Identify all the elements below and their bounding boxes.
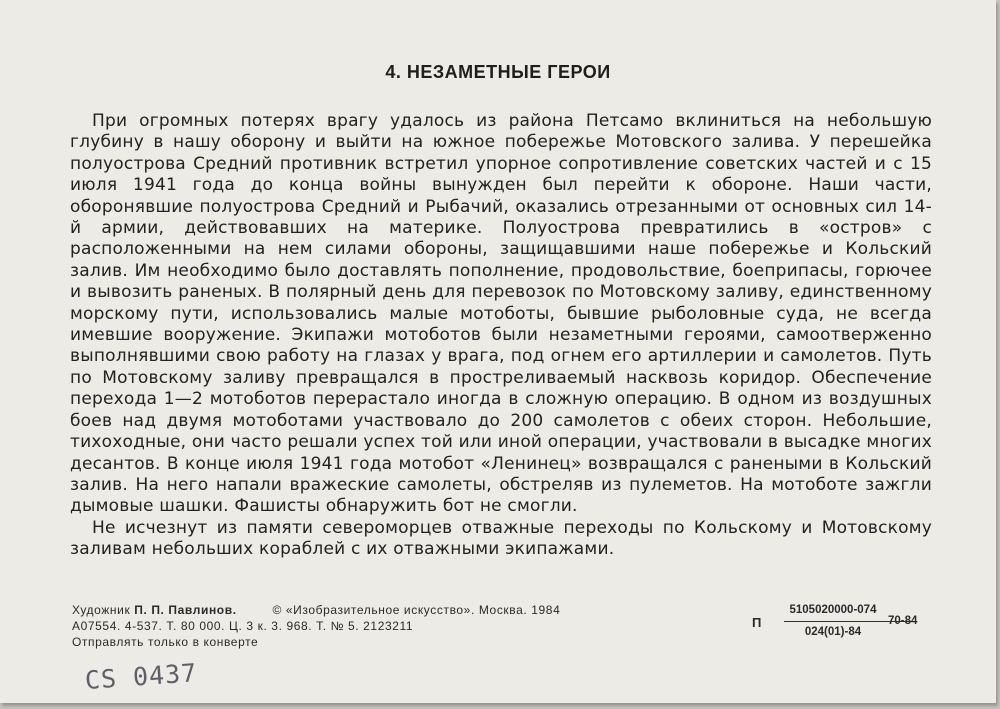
print-codes: А07554. 4-537. Т. 80 000. Ц. 3 к. 3. 968. Т. № 5. 2123211 bbox=[72, 619, 414, 633]
artist-label: Художник bbox=[72, 603, 131, 617]
imprint-block bbox=[72, 602, 712, 650]
heading: 4. НЕЗАМЕТНЫЕ ГЕРОИ bbox=[385, 62, 611, 82]
mailing-note: Отправлять только в конверте bbox=[72, 635, 259, 649]
index-numerator: 5105020000-074 bbox=[789, 604, 877, 616]
index-denominator: 024(01)-84 bbox=[804, 626, 862, 638]
publisher: © «Изобразительное искусство». Москва. 1984 bbox=[272, 603, 561, 617]
body-text bbox=[70, 111, 932, 561]
price-code: 70-84 bbox=[888, 615, 918, 627]
artist-name: П. П. Павлинов. bbox=[134, 603, 237, 617]
paragraph-closing: Не исчезнут из памяти североморцев отважные переходы по Кольскому и Мотовскому заливам небольших кораблей с их отважными экипажами. bbox=[70, 517, 932, 560]
imprint-row-artist bbox=[72, 602, 712, 618]
index-letter: П bbox=[752, 615, 762, 630]
paragraph-main: При огромных потерях врагу удалось из района Петсамо вклиниться на небольшую глубину в нашу оборону и выйти на южное побережье Мотовского залива. У перешейка полуострова Средний противник встретил упорное сопротивление советских частей и с 15 июля 1941 года до конца войны вынужден был перейти к обороне. Наши части, оборонявшие полуострова Средний и Рыбачий, оказались отрезанными от основных сил 14-й армии, действовавших на материке. Полуострова превратились в «остров» с расположенными на нем силами обороны, защищавшими наше побережье и Кольский залив. Им необходимо было доставлять пополнение, продовольствие, боеприпасы, горючее и вывозить раненых. В полярный день для перевозок по Мотовскому заливу, единственному морскому пути, использовались малые мотоботы, бывшие рыболовные суда, не всегда имевшие вооружение. Экипажи мотоботов были незаметными героями, самоотверженно выполнявшими свою работу на глазах у врага, под огнем его артиллерии и самолетов. Путь по Мотовскому заливу превращался в простреливаемый насквозь коридор. Обеспечение перехода 1—2 мотоботов перерастало иногда в сложную операцию. В одном из воздушных боев над двумя мотоботами участвовало до 200 самолетов с обеих сторон. Небольшие, тихоходные, они часто решали успех той или иной операции, участвовали в высадке многих десантов. В конце июля 1941 года мотобот «Ленинец» возвращался с ранеными в Кольский залив. На него напали вражеские самолеты, обстреляв из пулеметов. На мотоботе зажгли дымовые шашки. Фашисты обнаружить бот не смогли. bbox=[70, 111, 932, 517]
handwritten-catalog-number: CS 0437 bbox=[83, 658, 199, 695]
postal-index bbox=[752, 604, 952, 644]
